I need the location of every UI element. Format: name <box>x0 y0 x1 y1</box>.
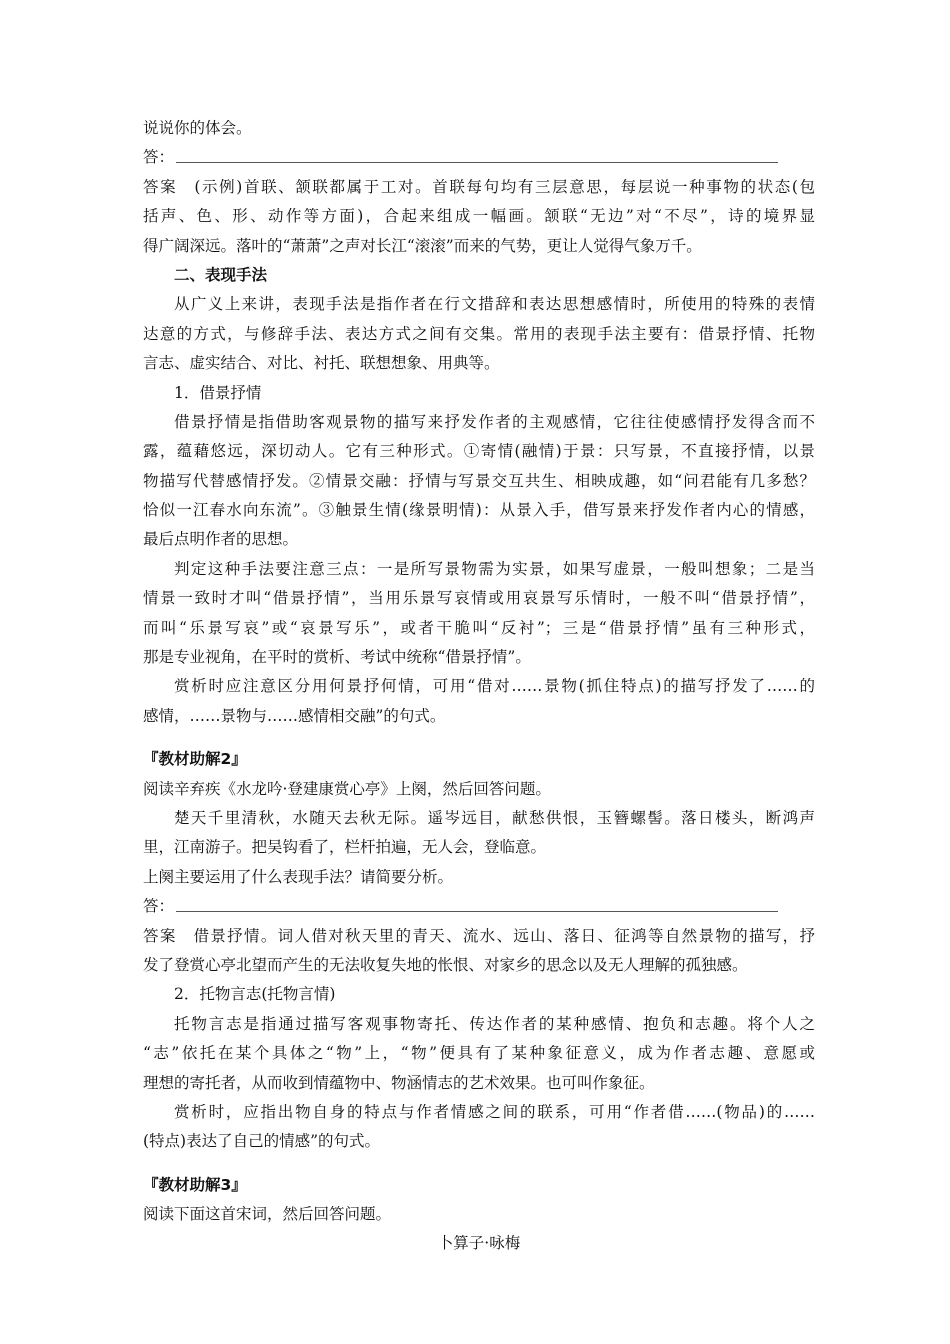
answer-underline <box>176 911 778 912</box>
paragraph-line: 赏析时，应指出物自身的特点与作者情感之间的联系，可用“作者借……(物品)的…… <box>174 1102 815 1121</box>
document-page <box>143 114 815 1259</box>
paragraph-line: 达意的方式，与修辞手法、表达方式之间有交集。常用的表现手法主要有：借景抒情、托物 <box>143 324 815 343</box>
answer-text: 得广阔深远。落叶的“萧萧”之声对长江“滚滚”而来的气势，更让人觉得气象万千。 <box>143 236 702 255</box>
paragraph-line: 托物言志是指通过描写客观事物寄托、传达作者的某种感情、抱负和志趣。将个人之 <box>174 1014 815 1033</box>
subsection-heading: 2．托物言志(托物言情) <box>174 985 336 1004</box>
question-prompt: 阅读辛弃疾《水龙吟·登建康赏心亭》上阕，然后回答问题。 <box>143 779 551 798</box>
answer-text: 括声、色、形、动作等方面)，合起来组成一幅画。颔联“无边”对“不尽”，诗的境界显 <box>143 207 815 226</box>
paragraph-line: (特点)表达了自己的情感”的句式。 <box>143 1132 381 1151</box>
answer-label: 答： <box>143 148 175 167</box>
question-prompt: 阅读下面这首宋词，然后回答问题。 <box>143 1205 392 1224</box>
answer-field[interactable] <box>143 143 815 172</box>
paragraph-line: 露，蕴藉悠远，深切动人。它有三种形式。①寄情(融情)于景：只写景，不直接抒情，以景 <box>143 442 815 461</box>
answer-text: 答案 (示例)首联、颔联都属于工对。首联每句均有三层意思，每层说一种事物的状态(包 <box>143 177 815 196</box>
paragraph-line: 判定这种手法要注意三点：一是所写景物需为实景，如果写虚景，一般叫想象；二是当 <box>174 559 815 578</box>
answer-field[interactable] <box>143 892 815 921</box>
poem-title: 卜算子·咏梅 <box>437 1234 521 1253</box>
paragraph-line: 理想的寄托者，从而收到情蕴物中、物涵情志的艺术效果。也可叫作象征。 <box>143 1073 655 1092</box>
paragraph-line: 赏析时应注意区分用何景抒何情，可用“借对……景物(抓住特点)的描写抒发了……的 <box>174 677 815 696</box>
paragraph-line: 从广义上来讲，表现手法是指作者在行文措辞和表达思想感情时，所使用的特殊的表情 <box>174 295 815 314</box>
answer-text: 发了登赏心亭北望而产生的无法收复失地的怅恨、对家乡的思念以及无人理解的孤独感。 <box>143 955 748 974</box>
paragraph-line: 言志、虚实结合、对比、衬托、联想想象、用典等。 <box>143 354 500 373</box>
textbook-aid-heading: 『教材助解2』 <box>143 750 247 769</box>
text-line: 说说你的体会。 <box>143 119 252 137</box>
answer-label: 答： <box>143 897 175 916</box>
question-text: 上阕主要运用了什么表现手法？请简要分析。 <box>143 867 454 886</box>
paragraph-line: 那是专业视角，在平时的赏析、考试中统称“借景抒情”。 <box>143 648 531 667</box>
paragraph-line: “志”依托在某个具体之“物”上，“物”便具有了某种象征意义，成为作者志趣、意愿或 <box>143 1044 815 1063</box>
poem-line: 楚天千里清秋，水随天去秋无际。遥岑远目，献愁供恨，玉簪螺髻。落日楼头，断鸿声 <box>174 808 815 827</box>
paragraph-line: 借景抒情是指借助客观景物的描写来抒发作者的主观感情，它往往使感情抒发得含而不 <box>174 412 815 431</box>
paragraph-line: 感情，……景物与……感情相交融”的句式。 <box>143 706 446 725</box>
answer-underline <box>176 162 778 163</box>
paragraph-line: 恰似一江春水向东流”。③触景生情(缘景明情)：从景入手，借写景来抒发作者内心的情感， <box>143 501 815 520</box>
poem-line: 里，江南游子。把吴钩看了，栏杆拍遍，无人会，登临意。 <box>143 838 547 857</box>
paragraph-line: 情景一致时才叫“借景抒情”，当用乐景写哀情或用哀景写乐情时，一般不叫“借景抒情”， <box>143 589 815 608</box>
paragraph-line: 最后点明作者的思想。 <box>143 530 299 549</box>
subsection-heading: 1．借景抒情 <box>174 383 262 402</box>
answer-text: 答案 借景抒情。词人借对秋天里的青天、流水、远山、落日、征鸿等自然景物的描写，抒 <box>143 926 815 945</box>
textbook-aid-heading: 『教材助解3』 <box>143 1175 247 1194</box>
paragraph-line: 物描写代替感情抒发。②情景交融：抒情与写景交互共生、相映成趣，如“问君能有几多愁？ <box>143 471 815 490</box>
section-heading: 二、表现手法 <box>174 265 268 284</box>
paragraph-line: 而叫“乐景写哀”或“哀景写乐”，或者干脆叫“反衬”；三是“借景抒情”虽有三种形式， <box>143 618 815 637</box>
